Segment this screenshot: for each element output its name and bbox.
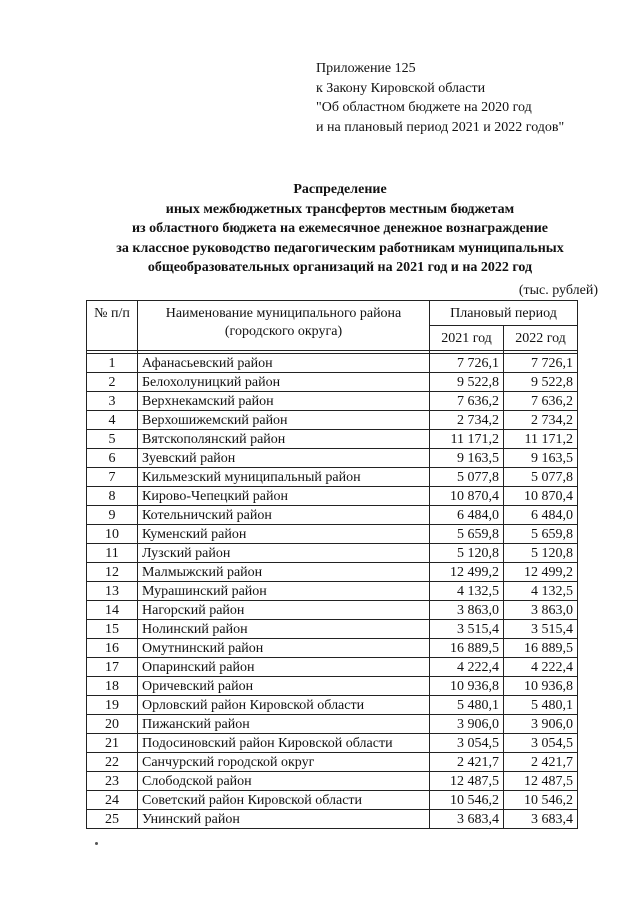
- district-name: Унинский район: [138, 810, 430, 829]
- table-row: [87, 430, 578, 449]
- amount-2022: 3 906,0: [504, 715, 578, 734]
- amount-2021: 10 936,8: [430, 677, 504, 696]
- row-number: 3: [87, 392, 138, 411]
- amount-2022: 7 726,1: [504, 354, 578, 373]
- amount-2022: 3 683,4: [504, 810, 578, 829]
- row-number: 1: [87, 354, 138, 373]
- district-name: Лузский район: [138, 544, 430, 563]
- row-number: 23: [87, 772, 138, 791]
- scan-dot: [95, 842, 98, 845]
- table-row: [87, 392, 578, 411]
- district-name: Омутнинский район: [138, 639, 430, 658]
- title-line: за классное руководство педагогическим работникам муниципальных: [116, 240, 564, 256]
- amount-2021: 3 054,5: [430, 734, 504, 753]
- district-name: Афанасьевский район: [138, 354, 430, 373]
- row-number: 6: [87, 449, 138, 468]
- row-number: 24: [87, 791, 138, 810]
- amount-2022: 6 484,0: [504, 506, 578, 525]
- table-row: [87, 620, 578, 639]
- amount-2022: 7 636,2: [504, 392, 578, 411]
- amount-2022: 3 863,0: [504, 601, 578, 620]
- row-number: 20: [87, 715, 138, 734]
- table-row: [87, 487, 578, 506]
- units-label: (тыс. рублей): [518, 283, 598, 298]
- amount-2021: 5 480,1: [430, 696, 504, 715]
- amount-2021: 3 683,4: [430, 810, 504, 829]
- amount-2022: 5 659,8: [504, 525, 578, 544]
- district-name: Пижанский район: [138, 715, 430, 734]
- amount-2021: 4 222,4: [430, 658, 504, 677]
- amount-2021: 4 132,5: [430, 582, 504, 601]
- district-name: Слободской район: [138, 772, 430, 791]
- district-name: Верхнекамский район: [138, 392, 430, 411]
- table-row: [87, 411, 578, 430]
- row-number: 15: [87, 620, 138, 639]
- row-number: 19: [87, 696, 138, 715]
- row-number: 5: [87, 430, 138, 449]
- allocation-table: [86, 300, 578, 829]
- row-number: 22: [87, 753, 138, 772]
- district-name: Куменский район: [138, 525, 430, 544]
- amount-2022: 5 077,8: [504, 468, 578, 487]
- document-title: [60, 180, 620, 278]
- district-name: Нолинский район: [138, 620, 430, 639]
- table-row: [87, 753, 578, 772]
- title-line: Распределение: [293, 182, 387, 197]
- amount-2021: 10 546,2: [430, 791, 504, 810]
- amount-2022: 4 132,5: [504, 582, 578, 601]
- amount-2021: 12 487,5: [430, 772, 504, 791]
- amount-2022: 12 499,2: [504, 563, 578, 582]
- amount-2021: 7 726,1: [430, 354, 504, 373]
- amount-2022: 2 421,7: [504, 753, 578, 772]
- table-row: [87, 658, 578, 677]
- title-line: иных межбюджетных трансфертов местным бюджетам: [165, 201, 515, 217]
- district-name: Оричевский район: [138, 677, 430, 696]
- district-name: Санчурский городской округ: [138, 753, 430, 772]
- row-number: 13: [87, 582, 138, 601]
- table-row: [87, 715, 578, 734]
- table-row: [87, 544, 578, 563]
- amount-2022: 16 889,5: [504, 639, 578, 658]
- amount-2022: 4 222,4: [504, 658, 578, 677]
- table-row: [87, 791, 578, 810]
- row-number: 14: [87, 601, 138, 620]
- header-name-line2: (городского округа): [224, 324, 343, 339]
- amount-2022: 9 163,5: [504, 449, 578, 468]
- table-row: [87, 639, 578, 658]
- amount-2022: 3 515,4: [504, 620, 578, 639]
- table-body: [87, 354, 578, 829]
- table-row: [87, 582, 578, 601]
- table-row: [87, 354, 578, 373]
- header-period: Плановый период: [430, 301, 578, 326]
- amount-2022: 10 546,2: [504, 791, 578, 810]
- row-number: 18: [87, 677, 138, 696]
- appendix-header: [316, 59, 616, 137]
- row-number: 17: [87, 658, 138, 677]
- district-name: Советский район Кировской области: [138, 791, 430, 810]
- district-name: Нагорский район: [138, 601, 430, 620]
- header-year-2022: 2022 год: [504, 326, 578, 351]
- table-row: [87, 772, 578, 791]
- district-name: Орловский район Кировской области: [138, 696, 430, 715]
- amount-2021: 9 522,8: [430, 373, 504, 392]
- amount-2022: 3 054,5: [504, 734, 578, 753]
- amount-2021: 16 889,5: [430, 639, 504, 658]
- row-number: 12: [87, 563, 138, 582]
- amount-2021: 5 659,8: [430, 525, 504, 544]
- title-line: общеобразовательных организаций на 2021 год и на 2022 год: [147, 260, 533, 275]
- amount-2021: 5 077,8: [430, 468, 504, 487]
- table-row: [87, 810, 578, 829]
- row-number: 8: [87, 487, 138, 506]
- amount-2021: 11 171,2: [430, 430, 504, 449]
- amount-2021: 7 636,2: [430, 392, 504, 411]
- district-name: Опаринский район: [138, 658, 430, 677]
- amount-2022: 12 487,5: [504, 772, 578, 791]
- amount-2022: 10 936,8: [504, 677, 578, 696]
- district-name: Белохолуницкий район: [138, 373, 430, 392]
- row-number: 2: [87, 373, 138, 392]
- table-row: [87, 563, 578, 582]
- district-name: Кирово-Чепецкий район: [138, 487, 430, 506]
- header-year-2021: 2021 год: [430, 326, 504, 351]
- amount-2021: 9 163,5: [430, 449, 504, 468]
- table-row: [87, 449, 578, 468]
- amount-2022: 9 522,8: [504, 373, 578, 392]
- row-number: 7: [87, 468, 138, 487]
- table-row: [87, 373, 578, 392]
- row-number: 9: [87, 506, 138, 525]
- amount-2021: 3 515,4: [430, 620, 504, 639]
- amount-2021: 2 421,7: [430, 753, 504, 772]
- row-number: 11: [87, 544, 138, 563]
- district-name: Подосиновский район Кировской области: [138, 734, 430, 753]
- amount-2022: 5 480,1: [504, 696, 578, 715]
- table-row: [87, 525, 578, 544]
- amount-2021: 10 870,4: [430, 487, 504, 506]
- district-name: Верхошижемский район: [138, 411, 430, 430]
- table-row: [87, 506, 578, 525]
- table-row: [87, 601, 578, 620]
- table-row: [87, 677, 578, 696]
- district-name: Вятскополянский район: [138, 430, 430, 449]
- row-number: 10: [87, 525, 138, 544]
- row-number: 25: [87, 810, 138, 829]
- appendix-line: к Закону Кировской области: [316, 80, 486, 96]
- amount-2021: 6 484,0: [430, 506, 504, 525]
- amount-2021: 3 906,0: [430, 715, 504, 734]
- amount-2021: 3 863,0: [430, 601, 504, 620]
- table-row: [87, 696, 578, 715]
- district-name: Мурашинский район: [138, 582, 430, 601]
- amount-2021: 12 499,2: [430, 563, 504, 582]
- appendix-line: "Об областном бюджете на 2020 год: [316, 100, 532, 115]
- district-name: Кильмезский муниципальный район: [138, 468, 430, 487]
- amount-2021: 5 120,8: [430, 544, 504, 563]
- header-number: № п/п: [87, 301, 138, 351]
- row-number: 4: [87, 411, 138, 430]
- amount-2022: 2 734,2: [504, 411, 578, 430]
- row-number: 16: [87, 639, 138, 658]
- amount-2022: 5 120,8: [504, 544, 578, 563]
- amount-2021: 2 734,2: [430, 411, 504, 430]
- table-row: [87, 734, 578, 753]
- title-line: из областного бюджета на ежемесячное денежное вознаграждение: [131, 221, 549, 236]
- header-name-line1: Наименование муниципального района: [165, 306, 402, 321]
- appendix-line: и на плановый период 2021 и 2022 годов": [316, 119, 565, 135]
- table-row: [87, 468, 578, 487]
- row-number: 21: [87, 734, 138, 753]
- district-name: Котельничский район: [138, 506, 430, 525]
- header-name: [138, 301, 430, 351]
- appendix-line: Приложение 125: [316, 61, 416, 76]
- district-name: Зуевский район: [138, 449, 430, 468]
- amount-2022: 11 171,2: [504, 430, 578, 449]
- district-name: Малмыжский район: [138, 563, 430, 582]
- amount-2022: 10 870,4: [504, 487, 578, 506]
